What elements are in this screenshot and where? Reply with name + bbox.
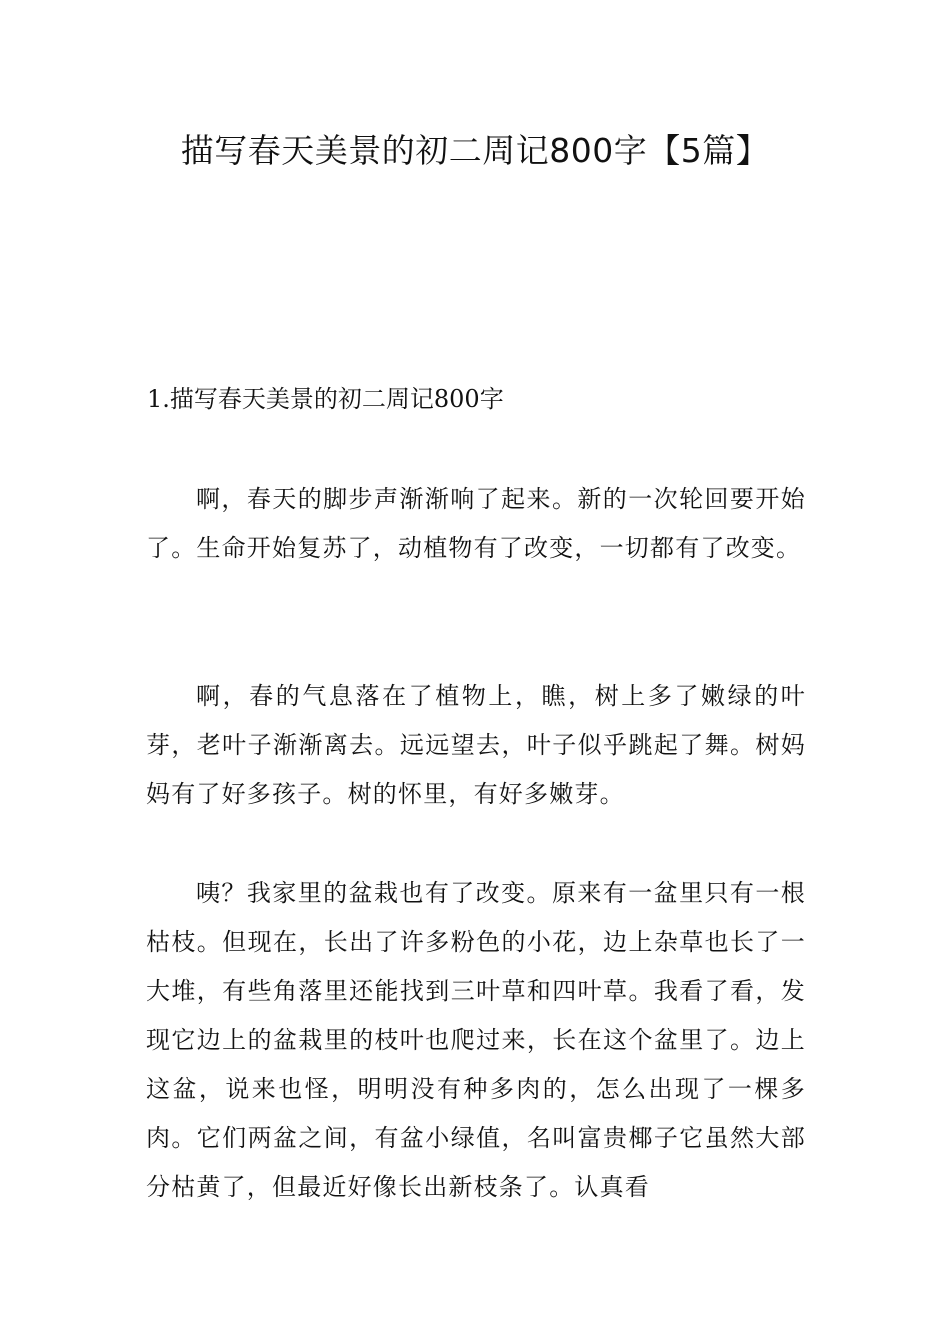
paragraph: 啊，春天的脚步声渐渐响了起来。新的一次轮回要开始了。生命开始复苏了，动植物有了改变，一切都有了改变。	[146, 485, 806, 562]
paragraph: 咦？我家里的盆栽也有了改变。原来有一盆里只有一根枯枝。但现在，长出了许多粉色的小花，边上杂草也长了一大堆，有些角落里还能找到三叶草和四叶草。我看了看，发现它边上的盆栽里的枝叶也爬过来，长在这个盆里了。边上这盆，说来也怪，明明没有种多肉的，怎么出现了一棵多肉。它们两盆之间，有盆小绿值，名叫富贵椰子它虽然大部分枯黄了，但最近好像长出新枝条了。认真看	[146, 879, 806, 1201]
document-title: 描写春天美景的初二周记800字【5篇】	[180, 131, 770, 170]
paragraph: 啊，春的气息落在了植物上，瞧，树上多了嫩绿的叶芽，老叶子渐渐离去。远远望去，叶子似乎跳起了舞。树妈妈有了好多孩子。树的怀里，有好多嫩芽。	[146, 682, 806, 808]
section-heading: 1.描写春天美景的初二周记800字	[147, 385, 504, 413]
